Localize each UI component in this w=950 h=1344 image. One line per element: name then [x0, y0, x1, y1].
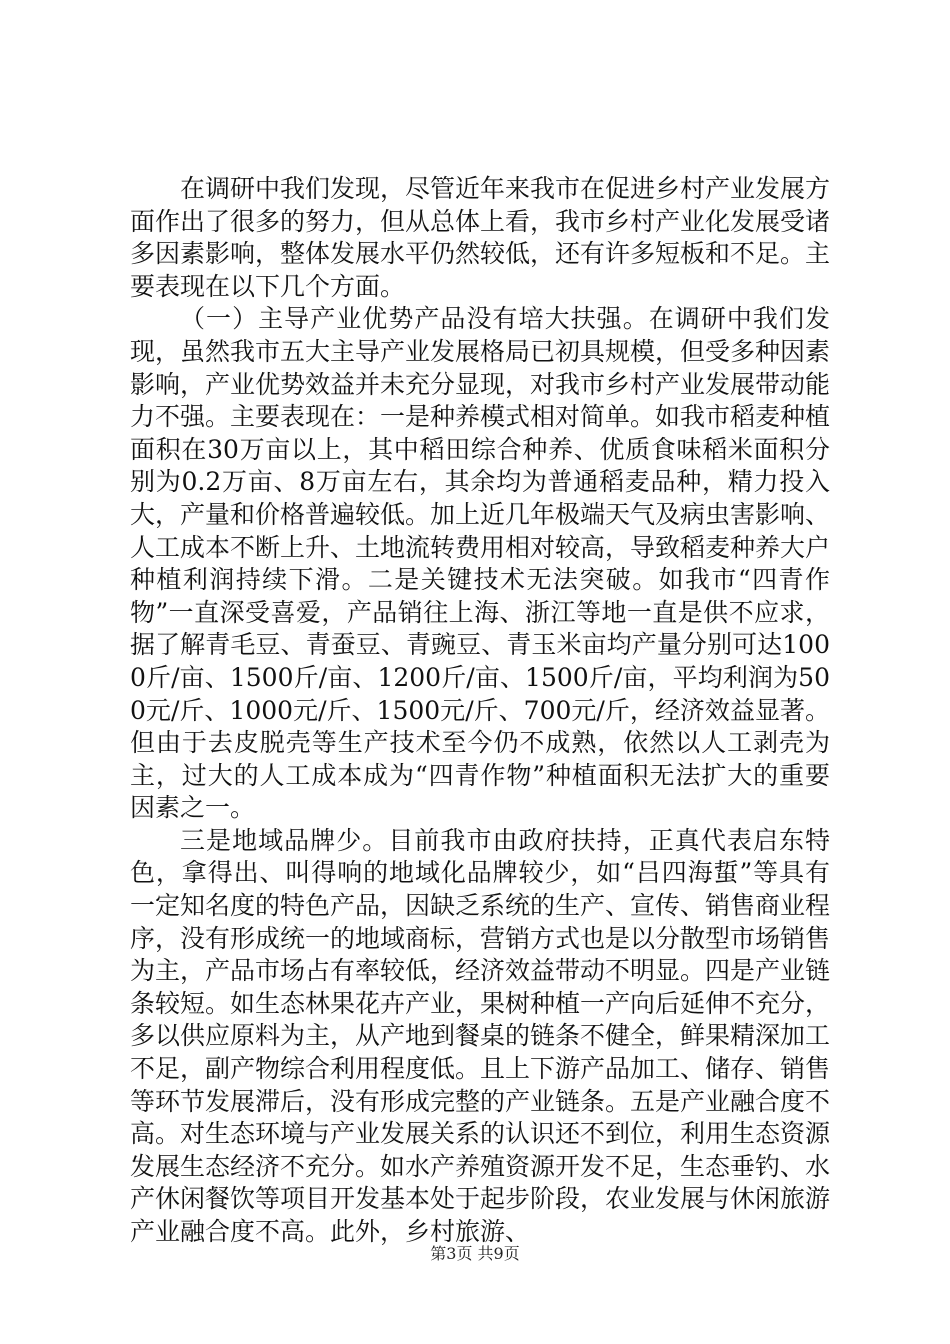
paragraph-intro: 在调研中我们发现，尽管近年来我市在促进乡村产业发展方面作出了很多的努力，但从总体上看，我市乡村产业化发展受诸多因素影响，整体发展水平仍然较低，还有许多短板和不足。主要表现在以下几个方面。 [130, 174, 831, 301]
document-body [130, 173, 830, 1249]
page-number-footer: 第3页 共9页 [430, 1244, 520, 1263]
paragraph-regional-brands: 三是地域品牌少。目前我市由政府扶持，正真代表启东特色，拿得出、叫得响的地域化品牌较少，如“吕四海蜇”等具有一定知名度的特色产品，因缺乏系统的生产、宣传、销售商业程序，没有形成统一的地域商标，营销方式也是以分散型市场销售为主，产品市场占有率较低，经济效益带动不明显。四是产业链条较短。如生态林果花卉产业，果树种植一产向后延伸不充分，多以供应原料为主，从产地到餐桌的链条不健全，鲜果精深加工不足，副产物综合利用程度低。且上下游产品加工、储存、销售等环节发展滞后，没有形成完整的产业链条。五是产业融合度不高。对生态环境与产业发展关系的认识还不到位，利用生态资源发展生态经济不充分。如水产养殖资源开发不足，生态垂钓、水产休闲餐饮等项目开发基本处于起步阶段，农业发展与休闲旅游产业融合度不高。此外，乡村旅游、 [130, 825, 831, 1246]
paragraph-section-one: （一）主导产业优势产品没有培大扶强。在调研中我们发现，虽然我市五大主导产业发展格局已初具规模，但受多种因素影响，产业优势效益并未充分显现，对我市乡村产业发展带动能力不强。主要表现在：一是种养模式相对简单。如我市稻麦种植面积在30万亩以上，其中稻田综合种养、优质食味稻米面积分别为0.2万亩、8万亩左右，其余均为普通稻麦品种，精力投入大，产量和价格普遍较低。加上近几年极端天气及病虫害影响、人工成本不断上升、土地流转费用相对较高，导致稻麦种养大户种植利润持续下滑。二是关键技术无法突破。如我市“四青作物”一直深受喜爱，产品销往上海、浙江等地一直是供不应求，据了解青毛豆、青蚕豆、青豌豆、青玉米亩均产量分别可达1000斤/亩、1500斤/亩、1200斤/亩、1500斤/亩，平均利润为500元/斤、1000元/斤、1500元/斤、700元/斤，经济效益显著。但由于去皮脱壳等生产技术至今仍不成熟，依然以人工剥壳为主，过大的人工成本成为“四青作物”种植面积无法扩大的重要因素之一。 [130, 304, 831, 823]
